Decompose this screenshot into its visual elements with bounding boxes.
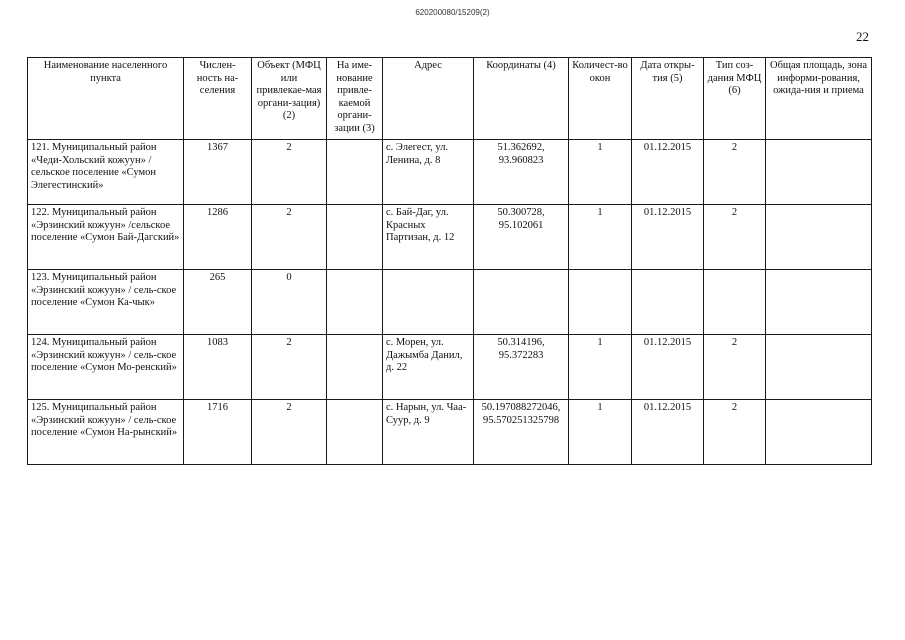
cell-name: 122. Муниципальный район «Эрзинский кожуун» /сельское поселение «Сумон Бай-Дагский» <box>28 205 184 270</box>
cell-population: 1367 <box>184 140 252 205</box>
cell-name: 121. Муниципальный район «Чеди-Хольский кожуун» / сельское поселение «Сумон Элегестинский» <box>28 140 184 205</box>
cell-population: 1286 <box>184 205 252 270</box>
cell-org-name <box>327 205 383 270</box>
header-area: Общая площадь, зона информи-рования, ожида-ния и приема <box>766 58 872 140</box>
cell-coords: 50.314196, 95.372283 <box>474 335 569 400</box>
header-population: Числен-ность на-селения <box>184 58 252 140</box>
cell-address: с. Элегест, ул. Ленина, д. 8 <box>383 140 474 205</box>
cell-org-name <box>327 400 383 465</box>
header-windows: Количест-во окон <box>569 58 632 140</box>
header-row <box>28 58 872 140</box>
cell-population: 265 <box>184 270 252 335</box>
cell-object: 2 <box>252 205 327 270</box>
cell-type <box>704 270 766 335</box>
cell-population: 1716 <box>184 400 252 465</box>
cell-object: 2 <box>252 335 327 400</box>
header-name: Наименование населенного пункта <box>28 58 184 140</box>
cell-open-date: 01.12.2015 <box>632 205 704 270</box>
cell-area <box>766 140 872 205</box>
cell-address: с. Бай-Даг, ул. Красных Партизан, д. 12 <box>383 205 474 270</box>
cell-object: 2 <box>252 140 327 205</box>
cell-open-date: 01.12.2015 <box>632 335 704 400</box>
header-object: Объект (МФЦ или привлекае-мая органи-зация) (2) <box>252 58 327 140</box>
header-org-name: На име-нование привле-каемой органи-зации (3) <box>327 58 383 140</box>
cell-population: 1083 <box>184 335 252 400</box>
cell-object: 2 <box>252 400 327 465</box>
cell-type: 2 <box>704 400 766 465</box>
cell-org-name <box>327 335 383 400</box>
header-open-date: Дата откры-тия (5) <box>632 58 704 140</box>
cell-type: 2 <box>704 140 766 205</box>
cell-area <box>766 270 872 335</box>
cell-windows: 1 <box>569 335 632 400</box>
table-row <box>28 140 872 205</box>
cell-open-date <box>632 270 704 335</box>
table-row <box>28 270 872 335</box>
document-code: 620200080/15209(2) <box>415 8 490 17</box>
cell-windows: 1 <box>569 140 632 205</box>
cell-coords <box>474 270 569 335</box>
cell-open-date: 01.12.2015 <box>632 140 704 205</box>
cell-name: 125. Муниципальный район «Эрзинский кожуун» / сель-ское поселение «Сумон На-рынский» <box>28 400 184 465</box>
cell-coords: 51.362692, 93.960823 <box>474 140 569 205</box>
table-row <box>28 205 872 270</box>
cell-org-name <box>327 270 383 335</box>
cell-windows: 1 <box>569 400 632 465</box>
cell-name: 124. Муниципальный район «Эрзинский кожуун» / сель-ское поселение «Сумон Мо-ренский» <box>28 335 184 400</box>
table-row <box>28 400 872 465</box>
cell-address <box>383 270 474 335</box>
page-number: 22 <box>856 29 869 44</box>
cell-area <box>766 400 872 465</box>
cell-name: 123. Муниципальный район «Эрзинский кожуун» / сель-ское поселение «Сумон Ка-чык» <box>28 270 184 335</box>
cell-address: с. Нарын, ул. Чаа-Суур, д. 9 <box>383 400 474 465</box>
cell-coords: 50.300728, 95.102061 <box>474 205 569 270</box>
cell-org-name <box>327 140 383 205</box>
cell-windows: 1 <box>569 205 632 270</box>
header-coords: Координаты (4) <box>474 58 569 140</box>
table-row <box>28 335 872 400</box>
header-address: Адрес <box>383 58 474 140</box>
cell-address: с. Морен, ул. Дажымба Данил, д. 22 <box>383 335 474 400</box>
cell-type: 2 <box>704 335 766 400</box>
cell-object: 0 <box>252 270 327 335</box>
cell-area <box>766 205 872 270</box>
cell-coords: 50.197088272046, 95.570251325798 <box>474 400 569 465</box>
cell-area <box>766 335 872 400</box>
cell-open-date: 01.12.2015 <box>632 400 704 465</box>
cell-windows <box>569 270 632 335</box>
cell-type: 2 <box>704 205 766 270</box>
header-type: Тип соз-дания МФЦ (6) <box>704 58 766 140</box>
mfc-table <box>27 57 872 465</box>
